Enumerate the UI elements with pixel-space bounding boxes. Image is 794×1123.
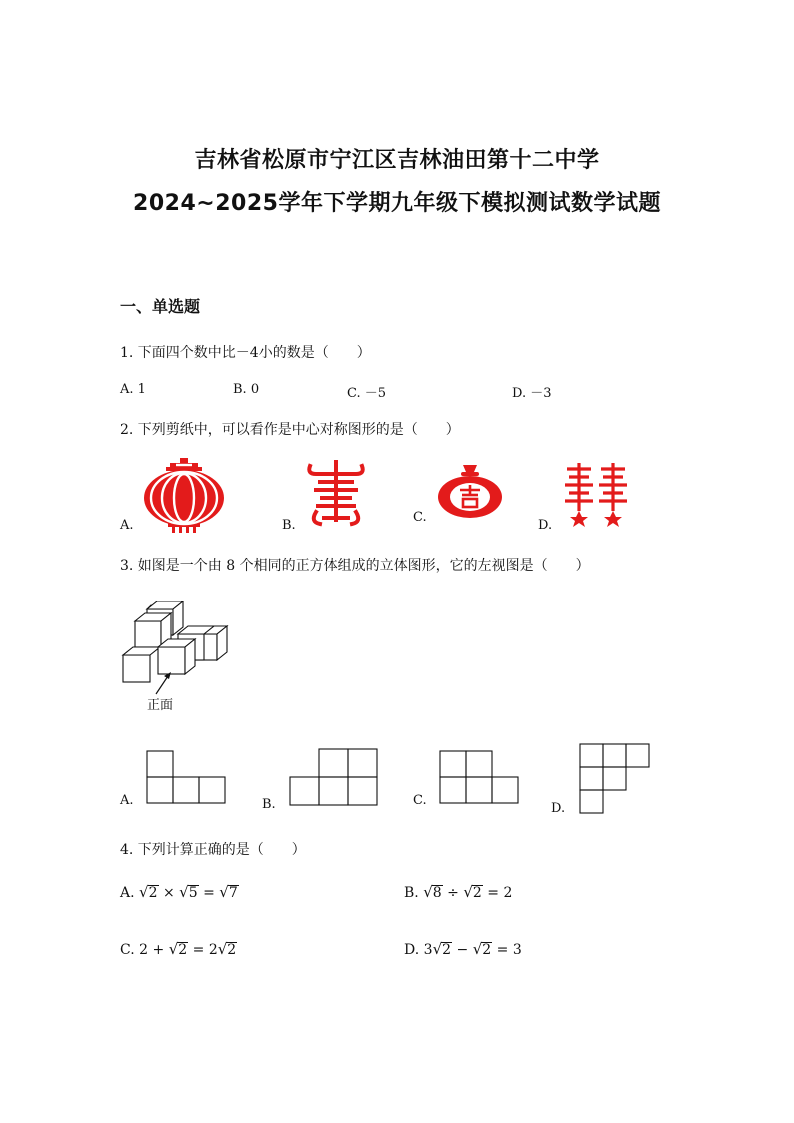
q4-option-b-letter: B. [404, 885, 419, 901]
q4-c-eq: = [192, 942, 205, 958]
q4-b-value: 2 [503, 885, 513, 901]
sqrt-sign: √ [423, 883, 433, 901]
q4-a-op: × [162, 885, 175, 901]
q4-option-c[interactable] [120, 940, 237, 958]
q3-front-arrow [150, 670, 180, 696]
q4-a-radicand-3: 7 [228, 885, 238, 901]
q4-d-value: 3 [512, 942, 522, 958]
q4-b-eq: = [487, 885, 499, 901]
q1-option-a[interactable] [120, 382, 146, 397]
q4-c-radicand-2: 2 [227, 942, 237, 958]
sqrt-sign: √ [217, 940, 228, 958]
title-line-1: 吉林省松原市宁江区吉林油田第十二中学 [194, 148, 600, 173]
q4-option-d[interactable] [404, 940, 522, 958]
q4-option-a[interactable] [120, 883, 239, 901]
q3-option-b-view[interactable] [289, 748, 379, 806]
q3-option-c-letter[interactable]: C. [413, 793, 427, 808]
q1-option-b-letter: B. [233, 382, 247, 397]
q4-b-op: ÷ [447, 885, 459, 901]
q4-c-value: 2 [139, 942, 149, 958]
q4-b-radicand-2: 2 [472, 885, 482, 901]
q4-a-eq: = [203, 885, 215, 901]
q3-option-a-view[interactable] [146, 750, 228, 805]
q4-d-eq: = [496, 942, 509, 958]
q4-d-op: − [456, 942, 469, 958]
q3-option-d-view[interactable] [579, 743, 651, 815]
q2-option-a-letter[interactable]: A. [120, 518, 134, 533]
q1-option-d-value: －3 [530, 386, 552, 401]
q4-d-radicand-2: 2 [482, 942, 492, 958]
q1-option-a-value: 1 [137, 382, 146, 397]
q1-option-a-letter: A. [120, 382, 134, 397]
q1-option-b-value: 0 [250, 382, 260, 397]
q4-a-radicand-1: 2 [148, 885, 158, 901]
q4-option-b[interactable] [404, 883, 512, 901]
q4-d-radicand-1: 2 [442, 942, 452, 958]
section-heading-single-choice: 一、单选题 [120, 297, 201, 316]
q3-option-b-letter[interactable]: B. [262, 797, 276, 812]
q4-b-radicand-1: 8 [432, 885, 442, 901]
q3-option-a-letter[interactable]: A. [120, 793, 134, 808]
sqrt-sign: √ [432, 940, 443, 958]
q2-option-c-letter[interactable]: C. [413, 510, 427, 525]
question-4-stem: 4. 下列计算正确的是（ ） [120, 842, 306, 858]
q4-a-radicand-2: 5 [188, 885, 198, 901]
q4-option-c-letter: C. [120, 942, 135, 958]
sqrt-sign: √ [139, 883, 149, 901]
q1-option-c-letter: C. [347, 386, 361, 401]
q1-option-c[interactable] [347, 382, 386, 401]
q2-money-bag-papercut[interactable] [437, 463, 503, 519]
q4-c-coef: 2 [208, 942, 218, 958]
q4-c-radicand-1: 2 [178, 942, 188, 958]
q2-symbol-papercut[interactable] [306, 460, 366, 528]
sqrt-sign: √ [219, 883, 229, 901]
q2-option-d-letter[interactable]: D. [538, 518, 553, 533]
q1-option-b[interactable] [233, 382, 259, 397]
title-line-2: 2024~2025学年下学期九年级下模拟测试数学试题 [133, 191, 661, 216]
question-3-stem: 3. 如图是一个由 8 个相同的正方体组成的立体图形，它的左视图是（ ） [120, 558, 590, 574]
sqrt-sign: √ [463, 883, 473, 901]
q3-front-label: 正面 [147, 698, 174, 713]
q4-c-op: + [152, 942, 165, 958]
q2-lantern-papercut[interactable] [142, 456, 226, 534]
question-1-stem: 1. 下面四个数中比－4小的数是（ ） [120, 345, 371, 361]
q2-double-happiness-papercut[interactable] [561, 459, 631, 529]
q3-option-d-letter[interactable]: D. [551, 801, 566, 816]
question-2-stem: 2. 下列剪纸中，可以看作是中心对称图形的是（ ） [120, 422, 460, 438]
q4-option-a-letter: A. [120, 885, 135, 901]
q1-option-d-letter: D. [512, 386, 527, 401]
q3-option-c-view[interactable] [439, 750, 521, 805]
sqrt-sign: √ [472, 940, 483, 958]
sqrt-sign: √ [168, 940, 179, 958]
sqrt-sign: √ [179, 883, 189, 901]
q1-option-c-value: －5 [364, 386, 387, 401]
q2-option-b-letter[interactable]: B. [282, 518, 296, 533]
q4-d-coef: 3 [423, 942, 433, 958]
q4-option-d-letter: D. [404, 942, 420, 958]
q1-option-d[interactable] [512, 382, 552, 401]
